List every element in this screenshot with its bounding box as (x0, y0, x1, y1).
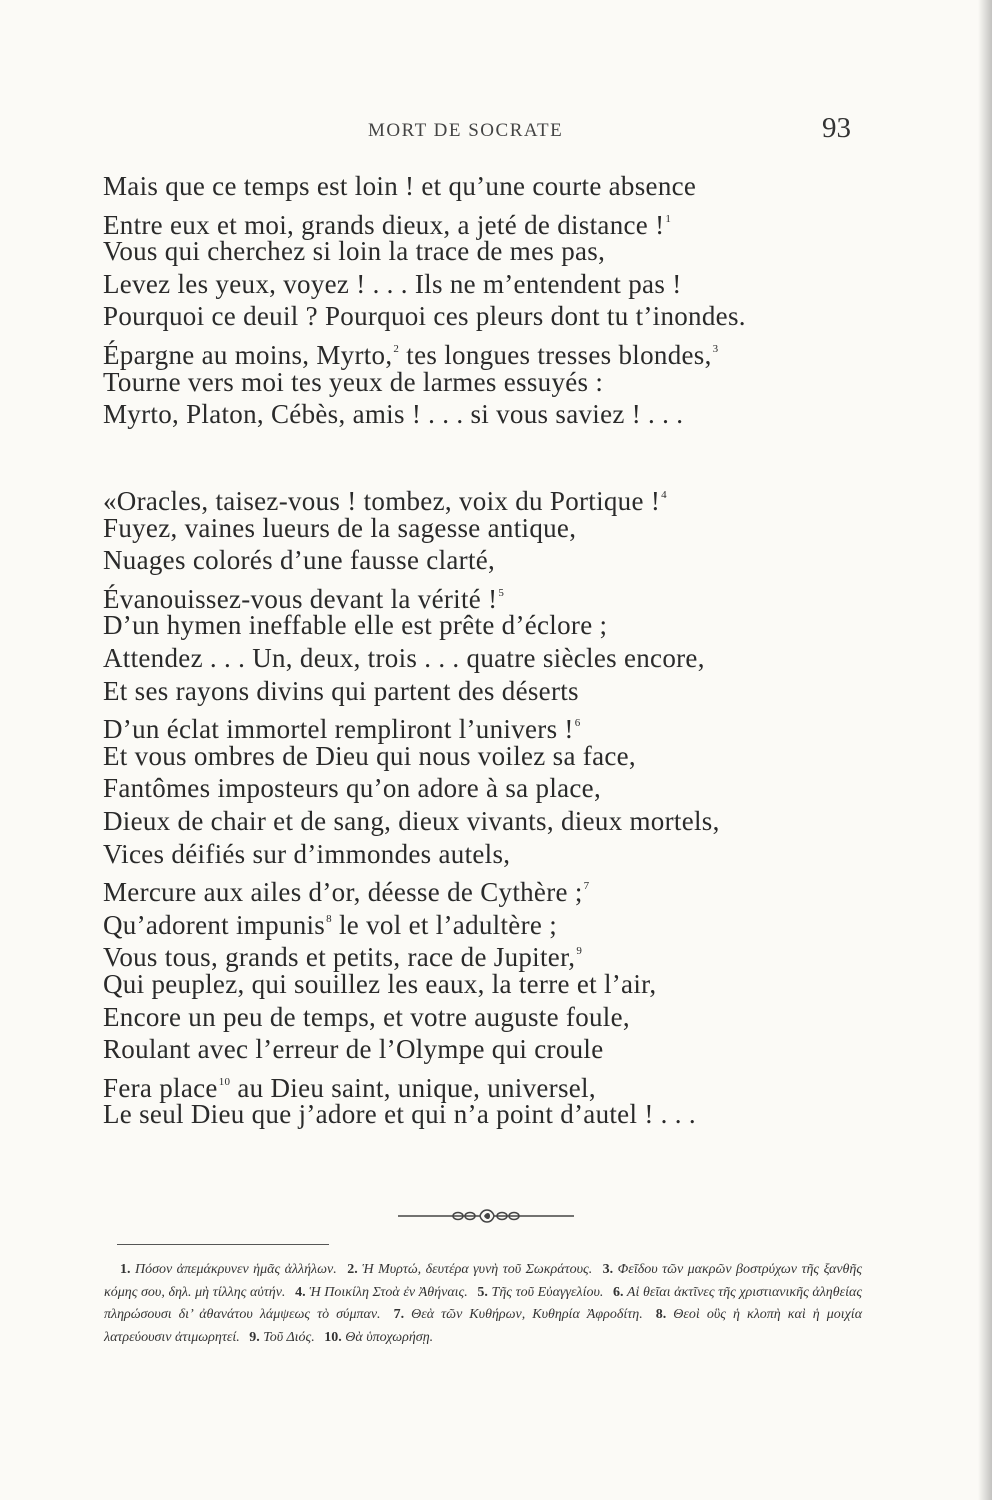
verse-line: Encore un peu de temps, et votre auguste foule, (103, 1001, 630, 1032)
verse-line: Mais que ce temps est loin ! et qu’une courte absence (103, 171, 697, 201)
page-number: 93 (822, 112, 851, 144)
footnote-number: 3. (602, 1262, 614, 1277)
footnote-ref: 10 (218, 1075, 231, 1088)
footnote-text: Ἡ Μυρτώ, δευτέρα γυνὴ τοῦ Σωκράτους. (362, 1262, 593, 1277)
section-ornament (398, 1204, 574, 1228)
footnote-number: 10. (324, 1329, 342, 1345)
stanza-2 (103, 479, 720, 1131)
footnote-text: Τοῦ Διός. (263, 1329, 315, 1345)
verse-line: Qu’adorent impunis$^8$ le vol et l’adultère ; (103, 909, 557, 940)
footnote-text: Θὰ ὑποχωρήσῃ. (345, 1329, 434, 1345)
footnote-number: 7. (393, 1307, 405, 1322)
verse-line: Fuyez, vaines lueurs de la sagesse antique, (103, 512, 577, 543)
verse-line: Qui peuplez, qui souillez les eaux, la terre et l’air, (103, 968, 657, 999)
verse-line: Et vous ombres de Dieu qui nous voilez sa face, (103, 740, 636, 771)
verse-line: Levez les yeux, voyez ! . . . Ils ne m’entendent pas ! (103, 268, 682, 299)
footnote-ref: 8 (326, 912, 332, 925)
footnote-text: Αἱ θεῖαι ἀκτῖνες τῆς χριστιανικῆς ἀληθείας πληρώσουσι δι’ ἀθανάτου λάμψεως τὸ σύμπαν. (104, 1284, 863, 1322)
verse-line: Pourquoi ce deuil ? Pourquoi ces pleurs dont tu t’inondes. (103, 301, 746, 332)
footnote-ref: 1 (665, 212, 672, 225)
page-edge-shadow (978, 0, 992, 1500)
verse-line: Myrto, Platon, Cébès, amis ! . . . si vous saviez ! . . . (103, 399, 684, 430)
verse-line: Évanouissez-vous devant la vérité !$^5$ (103, 583, 505, 614)
verse-line: Le seul Dieu que j’adore et qui n’a point d’autel ! . . . (103, 1099, 696, 1130)
page-header (0, 112, 992, 148)
footnote-rule (117, 1244, 329, 1245)
verse-line: Fantômes imposteurs qu’on adore à sa place, (103, 773, 602, 804)
verse-line: Vous qui cherchez si loin la trace de mes pas, (103, 236, 606, 267)
verse-line: Fera place$^{10}$ au Dieu saint, unique, universel, (103, 1072, 596, 1103)
verse-line: D’un hymen ineffable elle est prête d’éclore ; (103, 610, 608, 641)
footnote-number: 9. (249, 1329, 260, 1345)
footnote-number: 1. (120, 1262, 131, 1277)
footnote-number: 4. (295, 1284, 306, 1300)
stanza-1 (103, 170, 746, 431)
verse-line: Dieux de chair et de sang, dieux vivants, dieux mortels, (103, 805, 720, 836)
verse-line: Vous tous, grands et petits, race de Jupiter,$^9$ (103, 942, 583, 973)
verse-line: Entre eux et moi, grands dieux, a jeté de distance !$^1$ (103, 209, 672, 240)
footnote-ref: 6 (574, 717, 581, 730)
verse-line: «Oracles, taisez-vous ! tombez, voix du Portique !$^4$ (103, 486, 667, 516)
verse-line: Et ses rayons divins qui partent des déserts (103, 675, 579, 706)
verse-line: D’un éclat immortel rempliront l’univers !$^6$ (103, 714, 581, 745)
footnote-number: 2. (347, 1262, 358, 1277)
running-head: MORT DE SOCRATE (368, 120, 564, 141)
footnote-number: 8. (655, 1307, 667, 1322)
verse-line: Tourne vers moi tes yeux de larmes essuyés : (103, 366, 604, 397)
footnote-text: Πόσον ἀπεμάκρυνεν ἡμᾶς ἀλλήλων. (134, 1262, 337, 1277)
verse-line: Nuages colorés d’une fausse clarté, (103, 545, 496, 576)
footnote-text: Θεοὶ οὓς ἡ κλοπὴ καὶ ἡ μοιχία λατρεύουσιν ἀτιμωρητεί. (104, 1307, 863, 1345)
footnote-text: Φεῖδου τῶν μακρῶν βοστρύχων τῆς ξανθῆς κόμης σου, δηλ. μὴ τίλλης αὐτήν. (104, 1262, 863, 1300)
footnote-ref: 3 (712, 342, 719, 355)
verse-line: Mercure aux ailes d’or, déesse de Cythère ;$^7$ (103, 877, 590, 908)
footnotes (104, 1259, 862, 1349)
footnote-ref: 7 (583, 880, 590, 893)
verse-line: Roulant avec l’erreur de l’Olympe qui croule (103, 1034, 604, 1065)
footnote-ref: 2 (393, 342, 400, 355)
verse-line: Épargne au moins, Myrto,$^2$ tes longues tresses blondes,$^3$ (103, 339, 719, 370)
footnote-number: 5. (477, 1284, 488, 1300)
footnote-text: Τῆς τοῦ Εὐαγγελίου. (491, 1284, 604, 1300)
footnote-text: Ἡ Ποικίλη Στοὰ ἐν Ἀθήναις. (309, 1284, 468, 1300)
footnote-ref: 9 (576, 945, 583, 958)
footnote-ref: 5 (498, 586, 505, 599)
footnote-text: Θεὰ τῶν Κυθήρων, Κυθηρία Ἀφροδίτη. (411, 1307, 643, 1322)
footnote-number: 6. (613, 1284, 624, 1300)
footnote-ref: 4 (661, 489, 667, 501)
verse-line: Vices déifiés sur d’immondes autels, (103, 838, 511, 869)
verse-line: Attendez . . . Un, deux, trois . . . quatre siècles encore, (103, 642, 705, 673)
